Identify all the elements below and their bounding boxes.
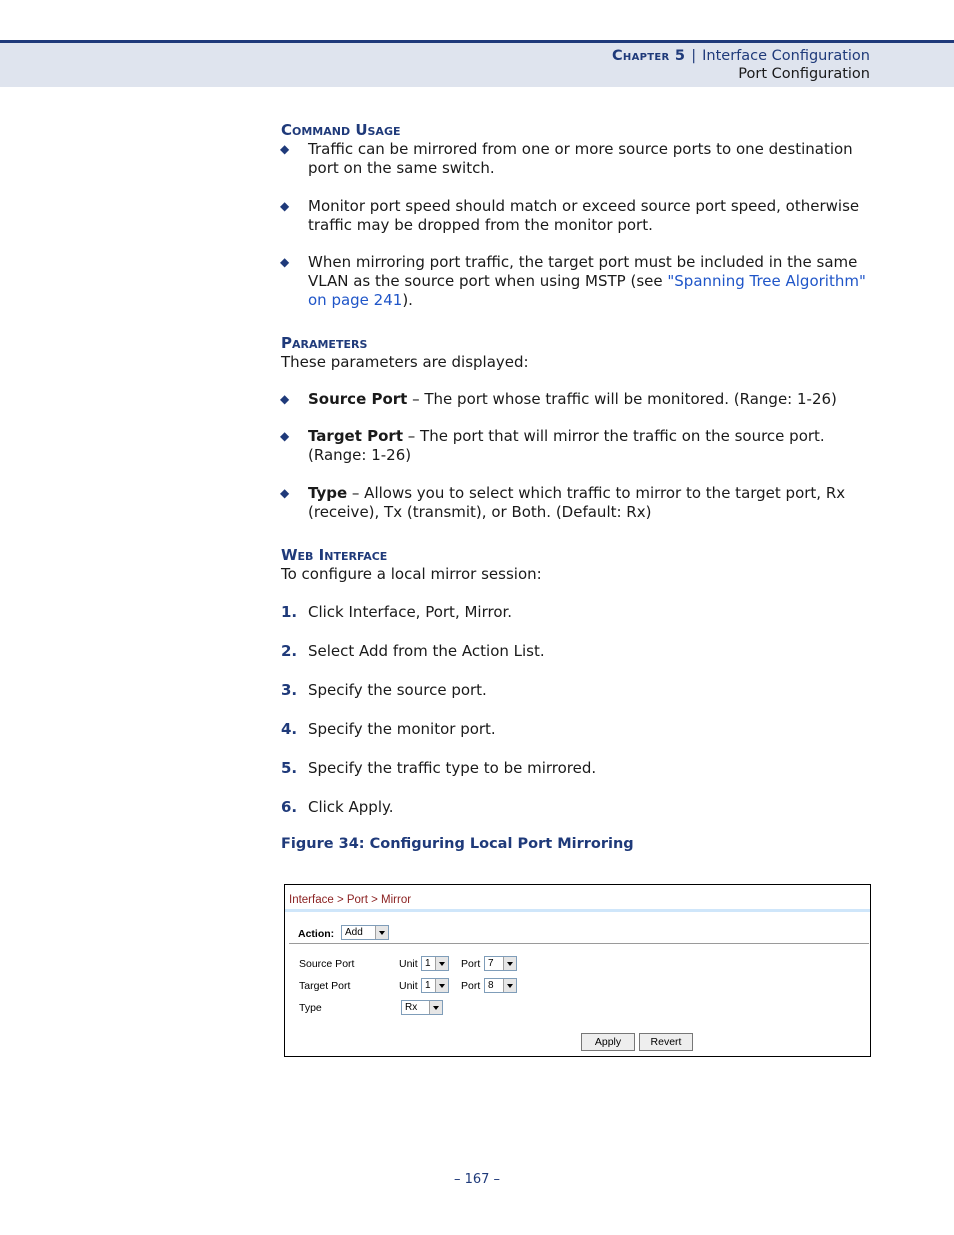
action-label: Action: <box>298 928 335 940</box>
type-value: Rx <box>405 1002 418 1013</box>
bullet-text: Monitor port speed should match or exceed source port speed, otherwise traffic may be dropped from the monitor port. <box>308 197 860 234</box>
action-select[interactable] <box>341 925 389 940</box>
list-item <box>281 484 881 522</box>
list-item <box>281 197 881 235</box>
bullet-text: Traffic can be mirrored from one or more source ports to one destination port on the same switch. <box>308 140 853 177</box>
source-port-select[interactable] <box>484 956 517 971</box>
list-item <box>281 140 881 178</box>
bullet-text-end: ). <box>402 291 413 309</box>
bullet-diamond-icon: ◆ <box>280 429 290 443</box>
figure-screenshot <box>284 884 871 1057</box>
step-number: 2. <box>281 642 298 660</box>
step-item <box>281 759 881 778</box>
list-item <box>281 253 881 310</box>
target-port-value: 8 <box>488 980 494 991</box>
step-text: Specify the traffic type to be mirrored. <box>308 759 597 777</box>
step-item <box>281 603 881 622</box>
type-select[interactable] <box>401 1000 443 1015</box>
parameters-list <box>281 390 881 522</box>
target-unit-value: 1 <box>425 980 431 991</box>
bullet-diamond-icon: ◆ <box>280 199 290 213</box>
bullet-text: When mirroring port traffic, the target port must be included in the same VLAN as the source port when using MSTP (see <box>308 253 858 290</box>
step-item <box>281 642 881 661</box>
apply-button[interactable]: Apply <box>581 1033 635 1051</box>
breadcrumb: Interface > Port > Mirror <box>289 894 412 906</box>
chevron-down-icon <box>503 979 516 992</box>
header-separator: | <box>691 48 697 64</box>
web-interface-intro: To configure a local mirror session: <box>281 565 542 583</box>
chevron-down-icon <box>429 1001 442 1014</box>
page-body <box>281 120 881 854</box>
source-port-label: Source Port <box>299 958 355 970</box>
param-desc: – The port whose traffic will be monitored. (Range: 1-26) <box>407 390 837 408</box>
source-port-value: 7 <box>488 958 494 969</box>
bullet-diamond-icon: ◆ <box>280 255 290 269</box>
target-port-field-label: Port <box>461 980 481 992</box>
step-text: Select Add from the Action List. <box>308 642 545 660</box>
target-port-label: Target Port <box>299 980 351 992</box>
action-value: Add <box>345 927 363 938</box>
divider <box>289 943 869 944</box>
source-port-field-label: Port <box>461 958 481 970</box>
param-term: Source Port <box>308 390 408 408</box>
header-text <box>612 47 870 83</box>
list-item <box>281 427 881 465</box>
section-title: Interface Configuration <box>702 48 870 64</box>
step-item <box>281 681 881 700</box>
revert-button[interactable]: Revert <box>639 1033 693 1051</box>
figure-caption: Figure 34: Configuring Local Port Mirroring <box>281 836 634 852</box>
page-number: – 167 – <box>453 1172 501 1187</box>
step-number: 5. <box>281 759 298 777</box>
step-number: 1. <box>281 603 298 621</box>
source-unit-value: 1 <box>425 958 431 969</box>
chapter-label: Chapter 5 <box>611 48 686 64</box>
step-number: 3. <box>281 681 298 699</box>
bullet-diamond-icon: ◆ <box>280 142 290 156</box>
chevron-down-icon <box>375 926 388 939</box>
parameters-heading: Parameters <box>281 334 368 352</box>
step-text: Click Interface, Port, Mirror. <box>308 603 513 621</box>
running-header <box>0 40 954 87</box>
param-desc: – Allows you to select which traffic to mirror to the target port, Rx (receive), Tx (transmit), or Both. (Default: Rx) <box>308 484 846 521</box>
list-item <box>281 390 881 409</box>
command-usage-list <box>281 140 881 310</box>
subsection-title: Port Configuration <box>738 66 870 82</box>
chevron-down-icon <box>503 957 516 970</box>
target-unit-label: Unit <box>399 980 418 992</box>
web-interface-heading: Web Interface <box>281 546 388 564</box>
param-desc: – The port that will mirror the traffic on the source port. (Range: 1-26) <box>308 427 825 464</box>
cross-reference-link[interactable]: "Spanning Tree Algorithm" on page 241 <box>308 272 866 309</box>
step-number: 6. <box>281 798 298 816</box>
step-text: Specify the monitor port. <box>308 720 496 738</box>
bullet-diamond-icon: ◆ <box>280 392 290 406</box>
source-unit-select[interactable] <box>421 956 449 971</box>
steps-list <box>281 603 881 817</box>
step-item <box>281 798 881 817</box>
step-item <box>281 720 881 739</box>
source-unit-label: Unit <box>399 958 418 970</box>
parameters-intro: These parameters are displayed: <box>281 353 529 371</box>
target-unit-select[interactable] <box>421 978 449 993</box>
step-number: 4. <box>281 720 298 738</box>
step-text: Click Apply. <box>308 798 394 816</box>
command-usage-heading: Command Usage <box>281 121 401 139</box>
step-text: Specify the source port. <box>308 681 487 699</box>
type-label: Type <box>299 1002 322 1014</box>
bullet-diamond-icon: ◆ <box>280 486 290 500</box>
param-term: Target Port <box>308 427 403 445</box>
param-term: Type <box>308 484 348 502</box>
header-rule <box>285 909 870 912</box>
chevron-down-icon <box>435 957 448 970</box>
chevron-down-icon <box>435 979 448 992</box>
target-port-select[interactable] <box>484 978 517 993</box>
